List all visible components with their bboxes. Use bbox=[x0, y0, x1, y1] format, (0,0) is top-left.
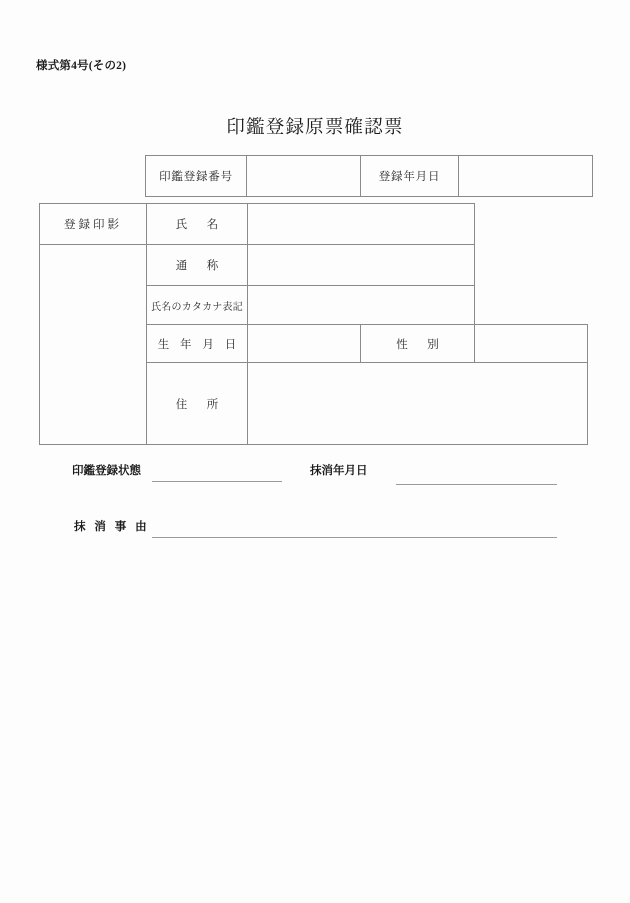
page-title: 印鑑登録原票確認票 bbox=[226, 118, 404, 138]
seal-image-area[interactable] bbox=[40, 245, 147, 445]
alias-value[interactable] bbox=[248, 245, 475, 286]
gender-value[interactable] bbox=[474, 325, 587, 363]
birthdate-label: 生 年 月 日 bbox=[147, 325, 248, 363]
registration-status-label: 印鑑登録状態 bbox=[72, 465, 141, 477]
name-kana-value[interactable] bbox=[248, 286, 475, 325]
name-kana-label: 氏名のカタカナ表記 bbox=[147, 286, 248, 325]
table-row bbox=[40, 204, 588, 245]
registration-date-value[interactable] bbox=[459, 156, 593, 197]
table-row bbox=[40, 245, 588, 286]
cancellation-reason-input[interactable] bbox=[152, 537, 557, 538]
cancellation-date-label: 抹消年月日 bbox=[310, 465, 368, 477]
birthdate-value[interactable] bbox=[248, 325, 361, 363]
registration-header-table bbox=[145, 155, 593, 197]
form-number: 様式第4号(その2) bbox=[36, 60, 127, 72]
cancellation-reason-label: 抹 消 事 由 bbox=[74, 521, 150, 533]
address-label: 住 所 bbox=[147, 363, 248, 445]
registrant-details-table bbox=[39, 203, 588, 445]
registration-status-input[interactable] bbox=[152, 481, 282, 482]
cancellation-date-input[interactable] bbox=[396, 484, 557, 485]
name-label: 氏 名 bbox=[147, 204, 248, 245]
table-row bbox=[146, 156, 593, 197]
seal-image-label-cell bbox=[40, 204, 147, 245]
address-value[interactable] bbox=[248, 363, 588, 445]
name-value[interactable] bbox=[248, 204, 475, 245]
alias-label: 通 称 bbox=[147, 245, 248, 286]
registration-date-label: 登録年月日 bbox=[361, 156, 459, 197]
gender-label: 性 別 bbox=[361, 325, 474, 363]
seal-image-label: 登録印影 bbox=[64, 219, 122, 231]
registration-number-value[interactable] bbox=[247, 156, 361, 197]
registration-number-label: 印鑑登録番号 bbox=[146, 156, 247, 197]
